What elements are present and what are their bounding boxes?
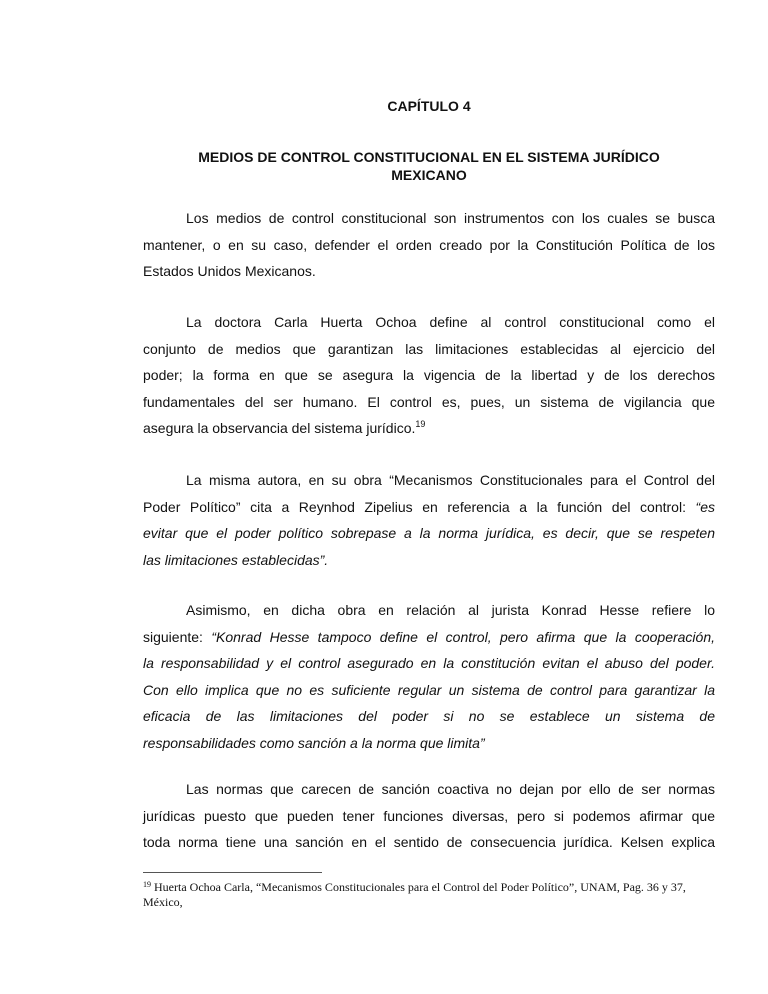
quoted-text: Con ello implica que no es suficiente regular un sistema de control para garantizar la: [143, 681, 715, 698]
quoted-text: eficacia de las limitaciones del poder si no se establece un sistema de: [143, 708, 715, 724]
footnote-separator: [143, 872, 322, 873]
text-segment: La doctora Carla Huerta Ochoa define al control constitucional como el: [186, 314, 715, 330]
paragraph: [143, 597, 715, 756]
text-line: [143, 520, 715, 547]
quoted-text: la responsabilidad y el control asegurado en la constitución evitan el abuso del poder.: [143, 655, 715, 671]
paragraph: [143, 776, 715, 856]
text-segment: Estados Unidos Mexicanos.: [143, 263, 316, 279]
text-segment: Poder Político” cita a Reynhod Zipelius en referencia a la función del control:: [143, 498, 696, 515]
text-segment: fundamentales del ser humano. El control es, pues, un sistema de vigilancia que: [143, 393, 715, 410]
section-heading: [143, 148, 715, 184]
text-line: [143, 597, 715, 624]
text-segment: jurídicas puesto que pueden tener funciones diversas, pero si podemos afirmar que: [143, 807, 715, 824]
text-segment: siguiente:: [143, 628, 212, 645]
text-line: [143, 232, 715, 259]
text-line: [143, 650, 715, 677]
footnote-number: 19: [143, 880, 151, 889]
footnote-text: Huerta Ochoa Carla, “Mecanismos Constitucionales para el Control del Poder Político”, UNAM, Pag. 36 y 37,: [151, 880, 686, 894]
paragraph: [143, 205, 715, 285]
text-line: [143, 258, 715, 285]
section-heading-line: MEDIOS DE CONTROL CONSTITUCIONAL EN EL SISTEMA JURÍDICO: [198, 149, 660, 165]
text-line: [143, 730, 715, 757]
text-line: [143, 624, 715, 651]
text-line: [143, 776, 715, 803]
quoted-text: “es: [695, 498, 715, 515]
section-heading-line: MEXICANO: [391, 167, 467, 183]
text-line: [143, 336, 715, 363]
paragraph: [143, 309, 715, 442]
text-segment: poder; la forma en que se asegura la vigencia de la libertad y de los derechos: [143, 367, 715, 383]
text-line: [143, 362, 715, 389]
text-segment: asegura la observancia del sistema jurídico.: [143, 420, 416, 436]
text-line: [143, 494, 715, 521]
footnote: [143, 880, 715, 910]
text-line: [143, 803, 715, 830]
quoted-text: evitar que el poder político sobrepase a la norma jurídica, es decir, que se respeten: [143, 525, 715, 541]
text-segment: Asimismo, en dicha obra en relación al jurista Konrad Hesse refiere lo: [186, 602, 715, 618]
text-segment: Las normas que carecen de sanción coactiva no dejan por ello de ser normas: [186, 781, 715, 797]
text-line: [143, 829, 715, 856]
footnote-text-continued: México,: [143, 895, 183, 909]
text-segment: La misma autora, en su obra “Mecanismos Constitucionales para el Control del: [186, 472, 715, 488]
text-line: [143, 205, 715, 232]
quoted-text: responsabilidades como sanción a la norma que limita”: [143, 734, 485, 751]
footnote-reference: 19: [415, 419, 426, 429]
text-segment: mantener, o en su caso, defender el orden creado por la Constitución Política de los: [143, 236, 715, 253]
paragraph: [143, 467, 715, 573]
chapter-title: CAPÍTULO 4: [387, 98, 471, 114]
text-line: [143, 703, 715, 730]
quoted-text: las limitaciones establecidas”.: [143, 551, 329, 568]
text-line: [143, 309, 715, 336]
quoted-text: “Konrad Hesse tampoco define el control, pero afirma que la cooperación,: [211, 628, 715, 645]
text-line: [143, 389, 715, 416]
text-segment: toda norma tiene una sanción en el sentido de consecuencia jurídica. Kelsen explica: [143, 834, 715, 850]
text-segment: Los medios de control constitucional son instrumentos con los cuales se busca: [186, 210, 715, 226]
text-line: [143, 547, 715, 574]
text-line: [143, 467, 715, 494]
text-line: [143, 415, 715, 442]
text-segment: conjunto de medios que garantizan las limitaciones establecidas al ejercicio del: [143, 340, 715, 357]
text-line: [143, 677, 715, 704]
